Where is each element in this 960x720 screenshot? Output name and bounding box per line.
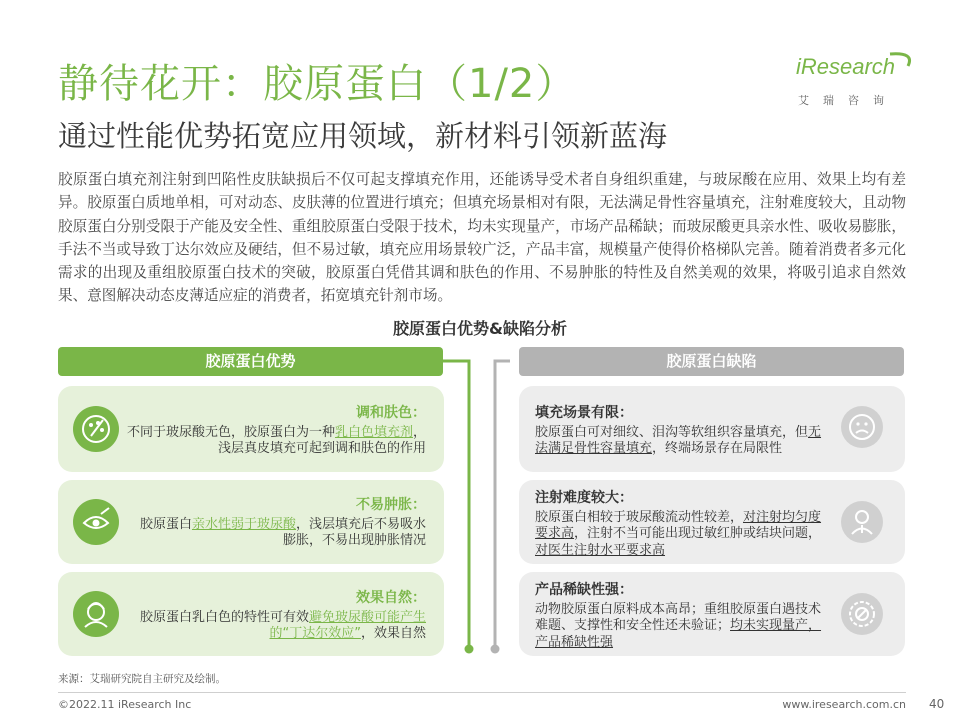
defect-text: ，注射不当可能出现过敏红肿或结块问题， (574, 526, 822, 541)
defect-heading: 注射难度较大： (535, 490, 633, 506)
logo-text: iResearch (796, 54, 896, 79)
defect-underline: 法满足骨性容量填充 (535, 441, 653, 456)
defect-underline: 要求高 (535, 526, 575, 541)
sad-face-icon (841, 406, 883, 448)
advantage-highlight: 乳白色填充剂 (334, 424, 413, 440)
advantage-highlight: 的“丁达尔效应” (269, 626, 361, 641)
advantage-text: 胶原蛋白 (139, 516, 192, 532)
advantage-text: ，浅层填充后不易吸水 (295, 516, 426, 532)
advantages-header: 胶原蛋白优势 (58, 347, 443, 376)
iresearch-logo (790, 52, 915, 112)
defect-heading: 填充场景有限： (535, 405, 633, 421)
defect-underline: 均未实现量产， (730, 618, 822, 633)
logo-chinese: 艾瑞咨询 (798, 94, 898, 107)
source-note: 来源：艾瑞研究院自主研究及绘制。 (58, 673, 226, 685)
advantage-heading: 效果自然： (356, 590, 426, 606)
advantage-heading: 不易肿胀： (356, 497, 426, 513)
advantage-highlight: 避免玻尿酸可能产生 (308, 609, 426, 625)
copyright: ©2022.11 iResearch Inc (58, 698, 192, 711)
defect-text: 动物胶原蛋白原料成本高昂；重组胶原蛋白遇技术 (535, 601, 822, 617)
section-title: 胶原蛋白优势&缺陷分析 (393, 319, 567, 338)
defect-underline: 无 (808, 424, 822, 440)
advantage-text: 不同于玻尿酸无色，胶原蛋白为一种 (126, 424, 335, 440)
intro-paragraph: 胶原蛋白填充剂注射到凹陷性皮肤缺损后不仅可起支撑填充作用，还能诱导受术者自身组织重建，与玻尿酸在应用、效果上均有差异。胶原蛋白质地单相，可对动态、皮肤薄的位置进行填充；但填充场景相对有限，无法满足骨性容量填充，注射难度较大，且动物胶原蛋白分别受限于产能及安全性、重组胶原蛋白受限于技术，均未实现量产，市场产品稀缺；而玻尿酸更具亲水性、吸收易膨胀，手法不当或导致丁达尔效应及硬结，但不易过敏，填充应用场景较广泛，产品丰富，规模量产使得价格梯队完善。随着消费者多元化需求的出现及重组胶原蛋白技术的突破，胶原蛋白凭借其调和肤色的作用、不易肿胀的特性及自然美观的效果，将吸引追求自然效果、意图解决动态皮薄适应症的消费者，拓宽填充针剂市场。 (58, 171, 906, 305)
defect-card-1 (519, 386, 905, 472)
advantage-card-2 (58, 480, 444, 564)
page-subtitle: 通过性能优势拓宽应用领域，新材料引领新蓝海 (58, 119, 668, 153)
eye-brush-icon (73, 499, 119, 545)
defect-text: 难题、支撑性和安全性还未验证； (535, 618, 731, 633)
page-title: 静待花开：胶原蛋白（1/2） (58, 61, 577, 107)
gear-badge-icon (841, 593, 883, 635)
defect-card-2 (519, 480, 905, 564)
advantage-text: 膨胀，不易出现肿胀情况 (282, 533, 426, 548)
advantage-text: 浅层真皮填充可起到调和肤色的作用 (217, 441, 426, 456)
defect-heading: 产品稀缺性强： (535, 582, 633, 598)
defect-text: 胶原蛋白可对细纹、泪沟等软组织容量填充，但 (535, 424, 809, 440)
defect-underline: 对医生注射水平要求高 (535, 542, 666, 558)
defect-card-3 (519, 572, 905, 656)
advantage-text: ，效果自然 (360, 626, 426, 641)
advantage-text: 胶原蛋白乳白色的特性可有效 (139, 609, 309, 625)
face-icon (73, 591, 119, 637)
defects-header: 胶原蛋白缺陷 (519, 347, 904, 376)
footer-divider (58, 692, 906, 693)
defect-text: ，终端场景存在局限性 (652, 441, 783, 456)
advantage-highlight: 亲水性弱于玻尿酸 (191, 516, 296, 532)
advantage-card-3 (58, 572, 444, 656)
defect-underline: 产品稀缺性强 (535, 634, 614, 650)
palette-icon (73, 406, 119, 452)
connector-lines (440, 350, 510, 660)
advantage-text: ， (412, 424, 426, 440)
advantage-heading: 调和肤色： (356, 405, 426, 421)
advantage-card-1 (58, 386, 444, 472)
page-number: 40 (929, 697, 945, 711)
footer-url[interactable]: www.iresearch.com.cn (782, 698, 906, 711)
defect-underline: 对注射均匀度 (743, 509, 822, 525)
doctor-icon (841, 501, 883, 543)
defect-text: 胶原蛋白相较于玻尿酸流动性较差， (535, 509, 744, 525)
